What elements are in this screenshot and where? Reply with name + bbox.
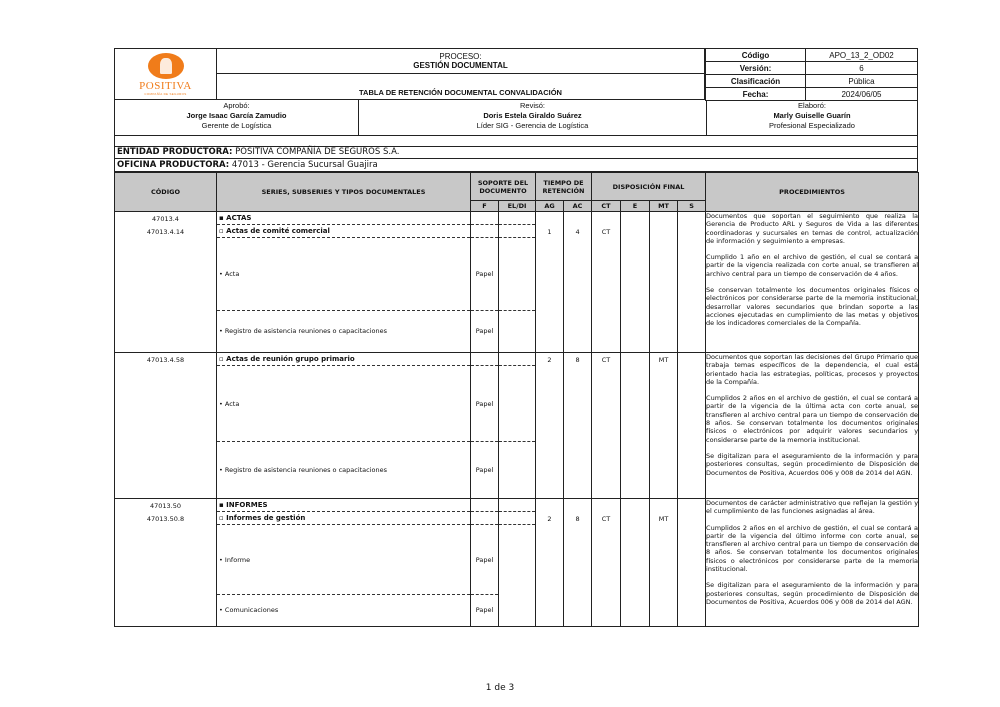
mt-value: MT bbox=[650, 499, 678, 627]
ct-value: CT bbox=[592, 353, 621, 499]
support-blank bbox=[499, 238, 535, 311]
procedure-text: Se conservan totalmente los documentos originales físicos o electrónicos por considerarse parte de la memoria institucional, desarrollar valores secundarios que brindan soporte a las acciones ejecutadas en cumplimiento de las metas y objetivos de los indicadores comerciales de la Compañía. bbox=[706, 286, 919, 328]
col-codigo: CÓDIGO bbox=[115, 173, 217, 212]
support-blank bbox=[499, 366, 535, 442]
signature-aprobo bbox=[115, 100, 358, 135]
s-value bbox=[678, 353, 706, 499]
subseries-name: ▫ Actas de reunión grupo primario bbox=[217, 353, 470, 366]
code-cell bbox=[115, 499, 217, 627]
support-blank bbox=[471, 512, 498, 525]
signature-name: Doris Estela Giraldo Suárez bbox=[483, 111, 582, 120]
ac-value: 4 bbox=[564, 212, 592, 353]
col-ag: AG bbox=[536, 201, 564, 212]
signature-role: Líder SIG - Gerencia de Logística bbox=[476, 121, 589, 130]
subseries-name: ▫ Actas de comité comercial bbox=[217, 225, 470, 238]
procedure-text: Documentos que soportan las decisiones del Grupo Primario que trabaja temas específicos de la dependencia, el cual está orientado hacia las estrategias, políticas, procesos y proyectos de la Compañía. bbox=[706, 353, 919, 386]
meta-value: Pública bbox=[806, 75, 918, 88]
doc-type: • Informe bbox=[217, 525, 470, 595]
meta-value: APO_13_2_OD02 bbox=[806, 49, 918, 62]
spacer-row bbox=[114, 136, 918, 147]
meta-row-codigo bbox=[706, 49, 918, 62]
process-label: PROCESO: bbox=[439, 52, 482, 61]
signature-label: Revisó: bbox=[519, 101, 545, 110]
s-value bbox=[678, 212, 706, 353]
meta-key: Versión: bbox=[706, 62, 806, 75]
support-f-cell bbox=[471, 212, 499, 353]
document-meta bbox=[705, 48, 918, 101]
subseries-name: ▫ Informes de gestión bbox=[217, 512, 470, 525]
procedure-text: Documentos que soportan el seguimiento que realiza la Gerencia de Producto ARL y Seguros de Vida a las diferentes coordinadoras y sucursales en temas de control, actualización de información y seguimiento a empresas. bbox=[706, 212, 919, 245]
oficina-productora bbox=[114, 159, 918, 172]
retention-table bbox=[114, 172, 919, 627]
doc-type: • Acta bbox=[217, 238, 470, 311]
series-cell bbox=[217, 353, 471, 499]
entidad-value: POSITIVA COMPAÑÍA DE SEGUROS S.A. bbox=[235, 147, 400, 157]
col-soporte: SOPORTE DEL DOCUMENTO bbox=[471, 173, 536, 201]
procedure-text: Cumplidos 2 años en el archivo de gestión, el cual se contará a partir de la vigencia de la última acta con corte anual, se transfieren al archivo central para un tiempo de conservación de 8 años. Se conservan totalmente los documentos originales físicos o electrónicos por adquirir valores secundarios y considerarse parte de la memoria institucional. bbox=[706, 394, 919, 444]
meta-row-fecha bbox=[706, 88, 918, 101]
logo-brand: POSITIVA bbox=[139, 79, 192, 92]
series-cell bbox=[217, 212, 471, 353]
support-value: Papel bbox=[475, 466, 494, 474]
signature-label: Elaboró: bbox=[798, 101, 826, 110]
oficina-value: 47013 - Gerencia Sucursal Guajira bbox=[231, 160, 378, 170]
table-row bbox=[115, 499, 919, 627]
support-blank bbox=[471, 353, 498, 366]
e-value bbox=[621, 353, 650, 499]
subseries-code: 47013.4.58 bbox=[146, 356, 185, 364]
doc-type: • Registro de asistencia reuniones o capacitaciones bbox=[219, 466, 388, 474]
support-blank bbox=[499, 512, 535, 525]
meta-row-clasificacion bbox=[706, 75, 918, 88]
col-f: F bbox=[471, 201, 499, 212]
procedure-cell bbox=[706, 212, 919, 353]
positiva-tree-logo-icon bbox=[148, 53, 184, 79]
table-row bbox=[115, 353, 919, 499]
support-value: Papel bbox=[471, 238, 498, 311]
col-eldi: EL/DI bbox=[499, 201, 536, 212]
procedure-text: Se digitalizan para el aseguramiento de la información y para posteriores consultas, según procedimiento de Disposición de Documentos de Positiva, Acuerdos 006 y 008 de 2014 del AGN. bbox=[706, 581, 919, 606]
col-ac: AC bbox=[564, 201, 592, 212]
meta-key: Código bbox=[706, 49, 806, 62]
process-value: GESTIÓN DOCUMENTAL bbox=[413, 61, 508, 70]
procedure-cell bbox=[706, 499, 919, 627]
series-name: ▪ ACTAS bbox=[217, 212, 470, 225]
support-blank bbox=[471, 499, 498, 512]
process-cell bbox=[216, 48, 705, 74]
s-value bbox=[678, 499, 706, 627]
signature-role: Gerente de Logística bbox=[201, 121, 272, 130]
ag-value: 2 bbox=[536, 499, 564, 627]
col-procedimientos: PROCEDIMIENTOS bbox=[706, 173, 919, 212]
subseries-code: 47013.50.8 bbox=[146, 515, 185, 523]
col-ct: CT bbox=[592, 201, 621, 212]
document-title: TABLA DE RETENCIÓN DOCUMENTAL CONVALIDACIÓN bbox=[216, 74, 705, 100]
support-blank bbox=[499, 212, 535, 225]
series-cell bbox=[217, 499, 471, 627]
signature-name: Marly Guiselle Guarín bbox=[773, 111, 851, 120]
support-blank bbox=[499, 353, 535, 366]
doc-type: • Registro de asistencia reuniones o capacitaciones bbox=[219, 327, 388, 335]
support-value: Papel bbox=[471, 525, 498, 595]
page-number: 1 de 3 bbox=[485, 683, 515, 693]
entidad-label: ENTIDAD PRODUCTORA: bbox=[117, 147, 233, 157]
table-row bbox=[115, 212, 919, 353]
meta-key: Clasificación bbox=[706, 75, 806, 88]
support-f-cell bbox=[471, 353, 499, 499]
support-eldi-cell bbox=[499, 353, 536, 499]
oficina-label: OFICINA PRODUCTORA: bbox=[117, 160, 230, 170]
series-code: 47013.50 bbox=[149, 502, 181, 510]
entidad-productora bbox=[114, 147, 918, 159]
mt-value: MT bbox=[650, 353, 678, 499]
signature-role: Profesional Especializado bbox=[769, 121, 855, 130]
support-blank bbox=[471, 212, 498, 225]
col-s: S bbox=[678, 201, 706, 212]
meta-value: 2024/06/05 bbox=[806, 88, 918, 101]
procedure-text: Documentos de carácter administrativo que reflejan la gestión y el cumplimiento de las funciones asignadas al área. bbox=[706, 499, 919, 516]
ct-value: CT bbox=[592, 212, 621, 353]
meta-row-version bbox=[706, 62, 918, 75]
doc-type: • Acta bbox=[217, 366, 470, 442]
support-eldi-cell bbox=[499, 212, 536, 353]
series-name: ▪ INFORMES bbox=[217, 499, 470, 512]
col-e: E bbox=[621, 201, 650, 212]
signature-name: Jorge Isaac García Zamudio bbox=[186, 111, 287, 120]
support-value: Papel bbox=[471, 366, 498, 442]
support-blank bbox=[471, 225, 498, 238]
support-blank bbox=[499, 499, 535, 512]
support-eldi-cell bbox=[499, 499, 536, 627]
ag-value: 1 bbox=[536, 212, 564, 353]
e-value bbox=[621, 499, 650, 627]
procedure-text: Cumplidos 2 años en el archivo de gestión, el cual se contará a partir de la vigencia del último informe con corte anual, se transfieren al archivo central para un tiempo de conservación de 8 años. Se conservan totalmente los documentos originales físicos o electrónicos por considerarse parte de la memoria institucional. bbox=[706, 523, 919, 574]
ac-value: 8 bbox=[564, 499, 592, 627]
ag-value: 2 bbox=[536, 353, 564, 499]
mt-value bbox=[650, 212, 678, 353]
col-mt: MT bbox=[650, 201, 678, 212]
procedure-text: Se digitalizan para el aseguramiento de la información y para posteriores consultas, según procedimiento de Disposición de Documentos de Positiva, Acuerdos 006 y 008 de 2014 del AGN. bbox=[706, 451, 919, 477]
meta-value: 6 bbox=[806, 62, 918, 75]
support-f-cell bbox=[471, 499, 499, 627]
code-cell bbox=[115, 353, 217, 499]
series-code: 47013.4 bbox=[152, 215, 179, 223]
support-blank bbox=[499, 225, 535, 238]
e-value bbox=[621, 212, 650, 353]
procedure-cell bbox=[706, 353, 919, 499]
signature-reviso bbox=[358, 100, 706, 135]
meta-key: Fecha: bbox=[706, 88, 806, 101]
signatures-row bbox=[114, 100, 918, 136]
signature-label: Aprobó: bbox=[223, 101, 250, 110]
signature-elaboro bbox=[706, 100, 917, 135]
doc-type: • Comunicaciones bbox=[219, 606, 279, 614]
ct-value: CT bbox=[592, 499, 621, 627]
code-cell bbox=[115, 212, 217, 353]
header-row-1 bbox=[115, 173, 919, 201]
support-value: Papel bbox=[475, 606, 494, 614]
support-value: Papel bbox=[475, 327, 494, 335]
col-disposicion: DISPOSICIÓN FINAL bbox=[592, 173, 706, 201]
procedure-text: Cumplido 1 año en el archivo de gestión, el cual se contará a partir de la vigencia realizada con corte anual, se transfieren al archivo central para un tiempo de conservación de 4 años. bbox=[706, 253, 919, 278]
ac-value: 8 bbox=[564, 353, 592, 499]
subseries-code: 47013.4.14 bbox=[146, 228, 185, 236]
logo-tagline: COMPAÑÍA DE SEGUROS bbox=[144, 91, 187, 96]
col-tiempo: TIEMPO DE RETENCIÓN bbox=[536, 173, 592, 201]
col-series: SERIES, SUBSERIES Y TIPOS DOCUMENTALES bbox=[217, 173, 471, 212]
company-logo bbox=[114, 48, 216, 100]
